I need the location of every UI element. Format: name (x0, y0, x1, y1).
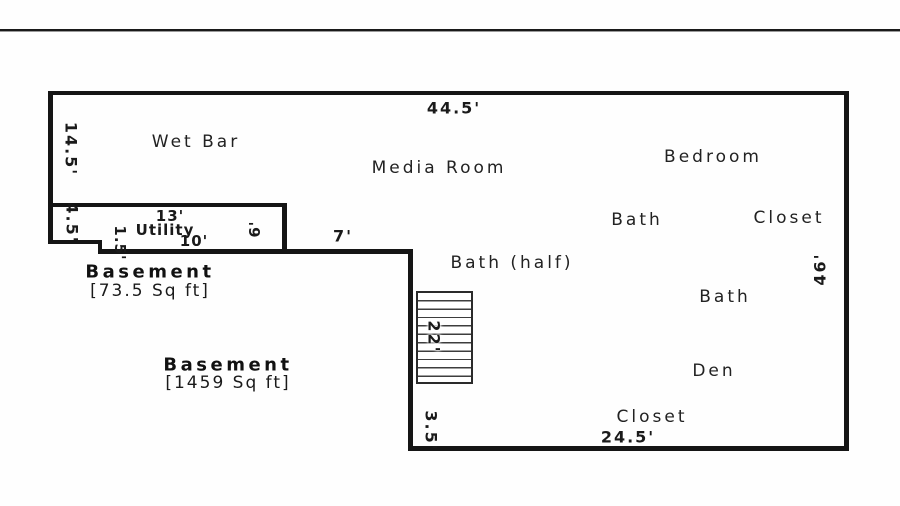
wall-right (844, 91, 849, 451)
room-label-utility-5: Utility (135, 221, 195, 239)
dimension-label-22: 22' (424, 320, 444, 354)
area-name-0: Basement (85, 261, 215, 283)
room-label-bedroom-2: Bedroom (664, 147, 762, 167)
room-label-bath-half-6: Bath (half) (450, 253, 574, 273)
dimension-label-4-5: 4.5' (62, 202, 82, 244)
dimension-label-6: 6' (246, 220, 264, 238)
dimension-label-1-5: 1.5' (111, 225, 129, 261)
wall-utility-right (282, 203, 287, 254)
room-label-media-room-1: Media Room (371, 158, 507, 178)
room-label-closet-9: Closet (616, 407, 688, 427)
room-label-wet-bar-0: Wet Bar (151, 132, 241, 152)
area-sqft-0: [73.5 Sq ft] (90, 281, 210, 301)
room-label-bath-7: Bath (699, 287, 751, 307)
wall-top (48, 91, 849, 95)
dimension-label-13: 13' (155, 207, 185, 225)
wall-left (48, 91, 53, 244)
dimension-label-44-5: 44.5' (426, 98, 482, 118)
dimension-label-10: 10' (179, 232, 209, 250)
room-label-den-8: Den (692, 361, 736, 381)
dimension-label-24-5: 24.5' (600, 427, 656, 447)
area-name-1: Basement (163, 354, 293, 376)
room-label-bath-3: Bath (611, 210, 663, 230)
room-label-closet-4: Closet (753, 208, 825, 228)
wall-bottom (408, 446, 849, 451)
area-sqft-1: [1459 Sq ft] (165, 373, 291, 393)
image-top-border (0, 29, 900, 31)
dimension-label-46: 46' (810, 252, 830, 286)
wall-lower-left (408, 249, 413, 451)
dimension-label-3-5: 3.5' (421, 410, 441, 452)
dimension-label-14-5: 14.5' (61, 121, 81, 177)
wall-mid-horizontal (98, 249, 413, 254)
dimension-label-7: 7' (332, 226, 354, 246)
